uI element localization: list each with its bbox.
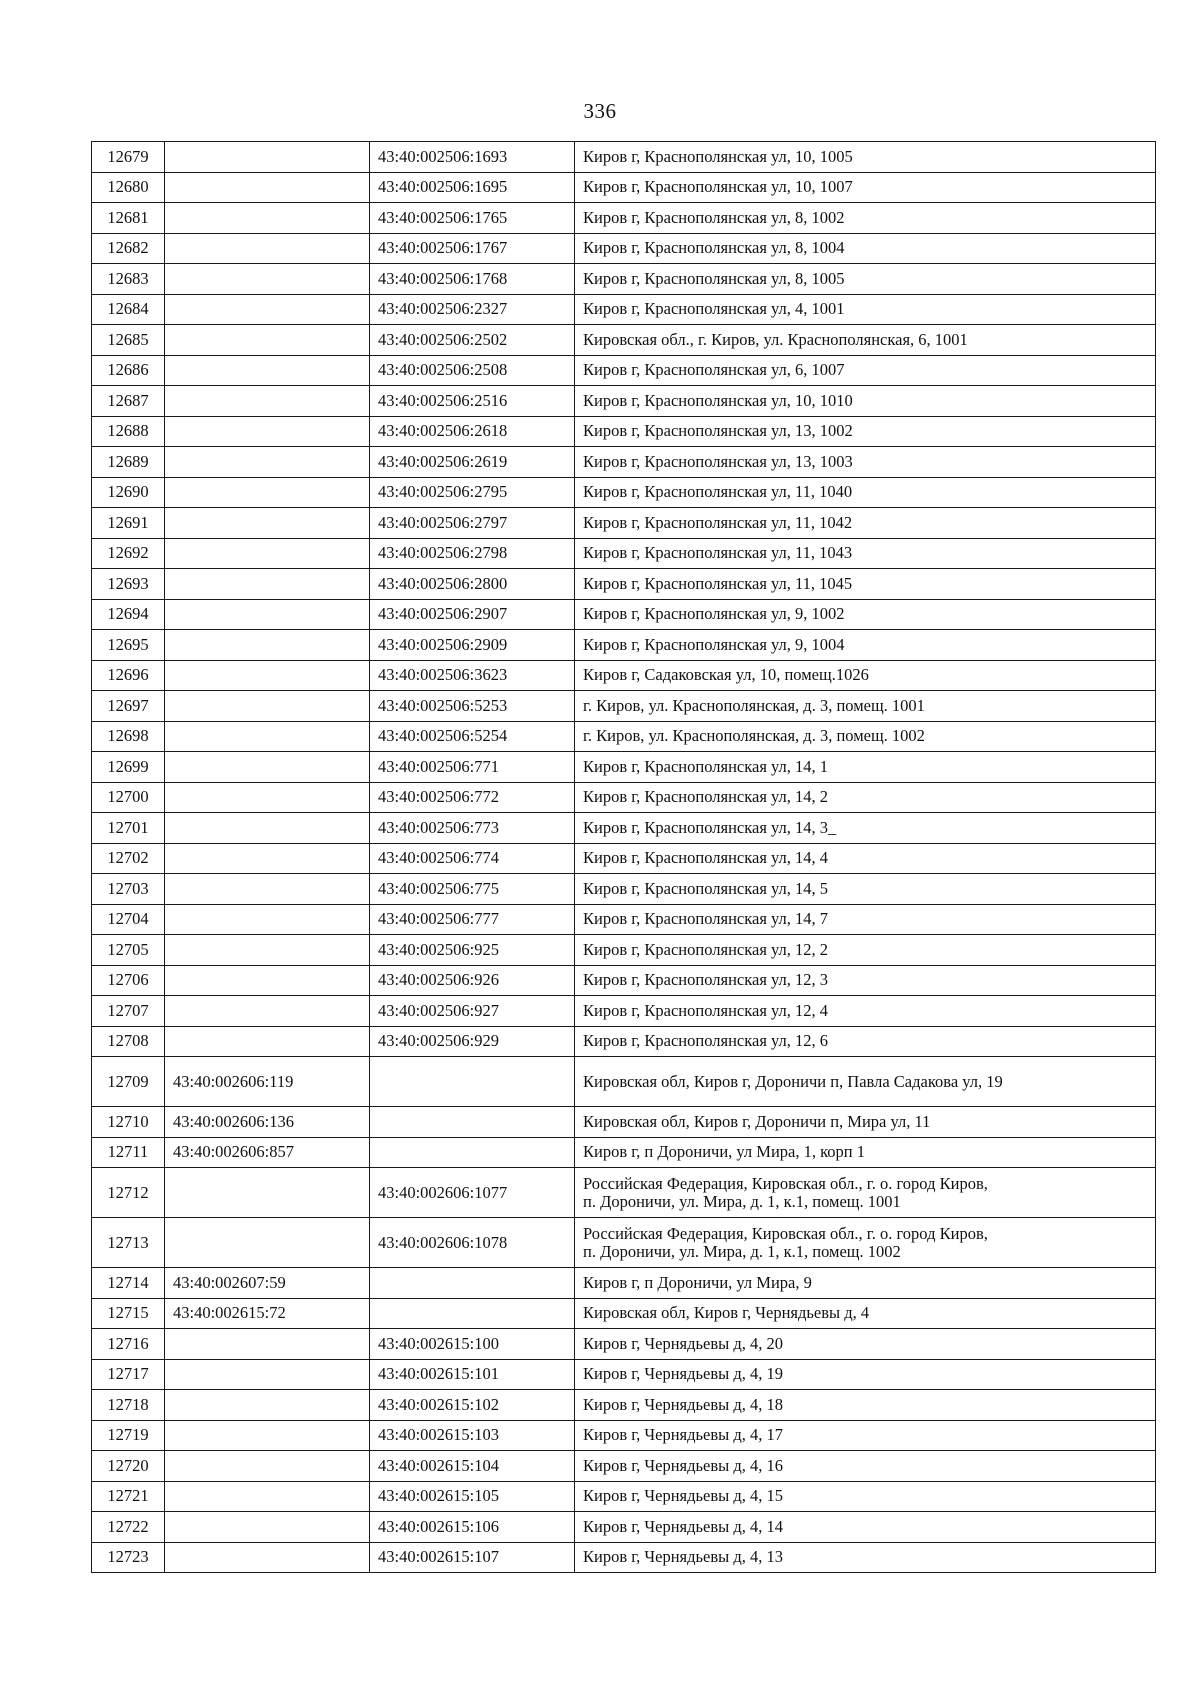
- table-row: [92, 1137, 1156, 1168]
- land-plot-number-cell: [165, 508, 370, 539]
- land-plot-number-cell: [165, 721, 370, 752]
- table-row: [92, 508, 1156, 539]
- table-row: [92, 1359, 1156, 1390]
- table-row: [92, 691, 1156, 722]
- row-number-cell: 12691: [92, 508, 165, 539]
- row-number-cell: 12722: [92, 1512, 165, 1543]
- row-number-cell: 12702: [92, 843, 165, 874]
- cadastral-number-cell: 43:40:002506:5254: [370, 721, 575, 752]
- table-row: [92, 1451, 1156, 1482]
- row-number-cell: 12705: [92, 935, 165, 966]
- cadastral-number-cell: [370, 1107, 575, 1138]
- cadastral-number-cell: 43:40:002506:771: [370, 752, 575, 783]
- land-plot-number-cell: [165, 1329, 370, 1360]
- land-plot-number-cell: [165, 691, 370, 722]
- table-row: [92, 203, 1156, 234]
- cadastral-number-cell: [370, 1057, 575, 1107]
- table-row: [92, 599, 1156, 630]
- land-plot-number-cell: 43:40:002606:119: [165, 1057, 370, 1107]
- address-cell: Киров г, Краснополянская ул, 11, 1042: [575, 508, 1156, 539]
- cadastral-number-cell: 43:40:002606:1077: [370, 1168, 575, 1218]
- table-row: [92, 1107, 1156, 1138]
- row-number-cell: 12690: [92, 477, 165, 508]
- address-cell: Киров г, Краснополянская ул, 14, 1: [575, 752, 1156, 783]
- table-row: [92, 386, 1156, 417]
- table-row: [92, 233, 1156, 264]
- land-plot-number-cell: [165, 752, 370, 783]
- table-row: [92, 1268, 1156, 1299]
- address-cell: Кировская обл, Киров г, Дороничи п, Павла Садакова ул, 19: [575, 1057, 1156, 1107]
- cadastral-number-cell: 43:40:002506:2909: [370, 630, 575, 661]
- row-number-cell: 12717: [92, 1359, 165, 1390]
- address-cell: Киров г, Чернядьевы д, 4, 16: [575, 1451, 1156, 1482]
- cadastral-number-cell: 43:40:002506:2795: [370, 477, 575, 508]
- land-plot-number-cell: [165, 904, 370, 935]
- page-number: 336: [583, 99, 617, 123]
- table-row: [92, 1168, 1156, 1218]
- row-number-cell: 12694: [92, 599, 165, 630]
- cadastral-number-cell: 43:40:002506:1693: [370, 142, 575, 173]
- address-cell: Кировская обл, Киров г, Чернядьевы д, 4: [575, 1298, 1156, 1329]
- land-plot-number-cell: [165, 294, 370, 325]
- table-row: [92, 569, 1156, 600]
- address-cell: г. Киров, ул. Краснополянская, д. 3, помещ. 1002: [575, 721, 1156, 752]
- land-plot-number-cell: [165, 142, 370, 173]
- address-cell: Киров г, Краснополянская ул, 14, 7: [575, 904, 1156, 935]
- cadastral-number-cell: 43:40:002615:102: [370, 1390, 575, 1421]
- row-number-cell: 12709: [92, 1057, 165, 1107]
- cadastral-number-cell: 43:40:002506:5253: [370, 691, 575, 722]
- land-plot-number-cell: [165, 1451, 370, 1482]
- table-row: [92, 721, 1156, 752]
- table-row: [92, 1420, 1156, 1451]
- row-number-cell: 12721: [92, 1481, 165, 1512]
- land-plot-number-cell: [165, 233, 370, 264]
- cadastral-number-cell: 43:40:002506:1768: [370, 264, 575, 295]
- land-plot-number-cell: [165, 874, 370, 905]
- row-number-cell: 12685: [92, 325, 165, 356]
- land-plot-number-cell: [165, 325, 370, 356]
- table-row: [92, 142, 1156, 173]
- address-cell: Киров г, Краснополянская ул, 14, 3_: [575, 813, 1156, 844]
- address-cell: Кировская обл, Киров г, Дороничи п, Мира ул, 11: [575, 1107, 1156, 1138]
- row-number-cell: 12682: [92, 233, 165, 264]
- land-plot-number-cell: [165, 1512, 370, 1543]
- cadastral-number-cell: 43:40:002615:106: [370, 1512, 575, 1543]
- cadastral-number-cell: 43:40:002615:107: [370, 1542, 575, 1573]
- table-row: [92, 1298, 1156, 1329]
- land-plot-number-cell: [165, 416, 370, 447]
- row-number-cell: 12698: [92, 721, 165, 752]
- row-number-cell: 12695: [92, 630, 165, 661]
- table-row: [92, 1512, 1156, 1543]
- row-number-cell: 12683: [92, 264, 165, 295]
- table-row: [92, 447, 1156, 478]
- cadastral-number-cell: 43:40:002506:2907: [370, 599, 575, 630]
- row-number-cell: 12711: [92, 1137, 165, 1168]
- address-cell: Киров г, Чернядьевы д, 4, 17: [575, 1420, 1156, 1451]
- row-number-cell: 12714: [92, 1268, 165, 1299]
- address-cell: Киров г, Краснополянская ул, 12, 4: [575, 996, 1156, 1027]
- land-plot-number-cell: [165, 599, 370, 630]
- land-plot-number-cell: [165, 965, 370, 996]
- table-row: [92, 630, 1156, 661]
- land-plot-number-cell: [165, 264, 370, 295]
- table-row: [92, 935, 1156, 966]
- land-plot-number-cell: [165, 630, 370, 661]
- cadastral-number-cell: 43:40:002615:103: [370, 1420, 575, 1451]
- cadastral-number-cell: [370, 1268, 575, 1299]
- land-plot-number-cell: 43:40:002615:72: [165, 1298, 370, 1329]
- address-cell: Киров г, Краснополянская ул, 10, 1010: [575, 386, 1156, 417]
- land-plot-number-cell: [165, 1218, 370, 1268]
- address-cell: Киров г, Чернядьевы д, 4, 14: [575, 1512, 1156, 1543]
- row-number-cell: 12715: [92, 1298, 165, 1329]
- land-plot-number-cell: [165, 386, 370, 417]
- table-row: [92, 874, 1156, 905]
- address-cell: Киров г, Чернядьевы д, 4, 18: [575, 1390, 1156, 1421]
- cadastral-number-cell: 43:40:002506:2327: [370, 294, 575, 325]
- cadastral-number-cell: 43:40:002506:1767: [370, 233, 575, 264]
- address-cell: Киров г, Краснополянская ул, 14, 5: [575, 874, 1156, 905]
- row-number-cell: 12720: [92, 1451, 165, 1482]
- address-cell: Киров г, Краснополянская ул, 14, 4: [575, 843, 1156, 874]
- address-cell: Киров г, Краснополянская ул, 9, 1002: [575, 599, 1156, 630]
- table-row: [92, 1329, 1156, 1360]
- cadastral-number-cell: 43:40:002506:2508: [370, 355, 575, 386]
- table-row: [92, 843, 1156, 874]
- row-number-cell: 12707: [92, 996, 165, 1027]
- land-plot-number-cell: [165, 1420, 370, 1451]
- land-plot-number-cell: [165, 1542, 370, 1573]
- address-cell: Киров г, Краснополянская ул, 14, 2: [575, 782, 1156, 813]
- table-row: [92, 752, 1156, 783]
- row-number-cell: 12684: [92, 294, 165, 325]
- table-row: [92, 782, 1156, 813]
- address-cell: Российская Федерация, Кировская обл., г. о. город Киров, п. Дороничи, ул. Мира, д. 1, к.1, помещ. 1001: [575, 1168, 1156, 1218]
- cadastral-number-cell: 43:40:002506:926: [370, 965, 575, 996]
- address-cell: Киров г, Краснополянская ул, 4, 1001: [575, 294, 1156, 325]
- land-plot-number-cell: [165, 1026, 370, 1057]
- address-cell: Киров г, Краснополянская ул, 11, 1040: [575, 477, 1156, 508]
- row-number-cell: 12704: [92, 904, 165, 935]
- address-cell: Киров г, Краснополянская ул, 9, 1004: [575, 630, 1156, 661]
- land-plot-number-cell: [165, 660, 370, 691]
- registry-table: [91, 141, 1156, 1573]
- address-cell: Киров г, Чернядьевы д, 4, 19: [575, 1359, 1156, 1390]
- address-cell: Кировская обл., г. Киров, ул. Краснополянская, 6, 1001: [575, 325, 1156, 356]
- address-cell: Киров г, Краснополянская ул, 12, 2: [575, 935, 1156, 966]
- row-number-cell: 12701: [92, 813, 165, 844]
- address-cell: Киров г, Садаковская ул, 10, помещ.1026: [575, 660, 1156, 691]
- cadastral-number-cell: [370, 1298, 575, 1329]
- land-plot-number-cell: [165, 1359, 370, 1390]
- cadastral-number-cell: 43:40:002606:1078: [370, 1218, 575, 1268]
- table-row: [92, 1390, 1156, 1421]
- land-plot-number-cell: 43:40:002606:857: [165, 1137, 370, 1168]
- table-row: [92, 172, 1156, 203]
- row-number-cell: 12708: [92, 1026, 165, 1057]
- address-cell: Российская Федерация, Кировская обл., г. о. город Киров, п. Дороничи, ул. Мира, д. 1, к.1, помещ. 1002: [575, 1218, 1156, 1268]
- cadastral-number-cell: 43:40:002506:925: [370, 935, 575, 966]
- cadastral-number-cell: 43:40:002506:2619: [370, 447, 575, 478]
- row-number-cell: 12680: [92, 172, 165, 203]
- cadastral-number-cell: 43:40:002615:105: [370, 1481, 575, 1512]
- address-cell: Киров г, Краснополянская ул, 10, 1005: [575, 142, 1156, 173]
- address-cell: Киров г, Краснополянская ул, 8, 1004: [575, 233, 1156, 264]
- cadastral-number-cell: 43:40:002615:101: [370, 1359, 575, 1390]
- row-number-cell: 12712: [92, 1168, 165, 1218]
- cadastral-number-cell: 43:40:002506:777: [370, 904, 575, 935]
- row-number-cell: 12687: [92, 386, 165, 417]
- land-plot-number-cell: [165, 1390, 370, 1421]
- cadastral-number-cell: 43:40:002506:2798: [370, 538, 575, 569]
- land-plot-number-cell: [165, 569, 370, 600]
- address-cell: Киров г, Чернядьевы д, 4, 20: [575, 1329, 1156, 1360]
- row-number-cell: 12693: [92, 569, 165, 600]
- table-row: [92, 660, 1156, 691]
- cadastral-number-cell: [370, 1137, 575, 1168]
- address-cell: Киров г, Краснополянская ул, 8, 1005: [575, 264, 1156, 295]
- land-plot-number-cell: [165, 813, 370, 844]
- row-number-cell: 12697: [92, 691, 165, 722]
- address-cell: Киров г, Краснополянская ул, 8, 1002: [575, 203, 1156, 234]
- table-row: [92, 1057, 1156, 1107]
- table-row: [92, 538, 1156, 569]
- address-cell: Киров г, Чернядьевы д, 4, 15: [575, 1481, 1156, 1512]
- cadastral-number-cell: 43:40:002506:774: [370, 843, 575, 874]
- cadastral-number-cell: 43:40:002615:104: [370, 1451, 575, 1482]
- cadastral-number-cell: 43:40:002506:2797: [370, 508, 575, 539]
- cadastral-number-cell: 43:40:002506:929: [370, 1026, 575, 1057]
- address-cell: Киров г, п Дороничи, ул Мира, 9: [575, 1268, 1156, 1299]
- row-number-cell: 12686: [92, 355, 165, 386]
- land-plot-number-cell: [165, 172, 370, 203]
- address-cell: Киров г, Краснополянская ул, 6, 1007: [575, 355, 1156, 386]
- row-number-cell: 12710: [92, 1107, 165, 1138]
- land-plot-number-cell: 43:40:002607:59: [165, 1268, 370, 1299]
- table-row: [92, 325, 1156, 356]
- address-cell: Киров г, Краснополянская ул, 10, 1007: [575, 172, 1156, 203]
- cadastral-number-cell: 43:40:002506:2516: [370, 386, 575, 417]
- row-number-cell: 12692: [92, 538, 165, 569]
- cadastral-number-cell: 43:40:002615:100: [370, 1329, 575, 1360]
- row-number-cell: 12681: [92, 203, 165, 234]
- row-number-cell: 12699: [92, 752, 165, 783]
- row-number-cell: 12718: [92, 1390, 165, 1421]
- table-row: [92, 416, 1156, 447]
- row-number-cell: 12696: [92, 660, 165, 691]
- row-number-cell: 12706: [92, 965, 165, 996]
- address-cell: Киров г, Чернядьевы д, 4, 13: [575, 1542, 1156, 1573]
- cadastral-number-cell: 43:40:002506:3623: [370, 660, 575, 691]
- cadastral-number-cell: 43:40:002506:1695: [370, 172, 575, 203]
- table-row: [92, 904, 1156, 935]
- cadastral-number-cell: 43:40:002506:2618: [370, 416, 575, 447]
- land-plot-number-cell: [165, 935, 370, 966]
- land-plot-number-cell: [165, 996, 370, 1027]
- table-row: [92, 996, 1156, 1027]
- land-plot-number-cell: [165, 203, 370, 234]
- address-cell: Киров г, п Дороничи, ул Мира, 1, корп 1: [575, 1137, 1156, 1168]
- row-number-cell: 12716: [92, 1329, 165, 1360]
- cadastral-number-cell: 43:40:002506:927: [370, 996, 575, 1027]
- land-plot-number-cell: 43:40:002606:136: [165, 1107, 370, 1138]
- cadastral-number-cell: 43:40:002506:2502: [370, 325, 575, 356]
- row-number-cell: 12688: [92, 416, 165, 447]
- cadastral-number-cell: 43:40:002506:775: [370, 874, 575, 905]
- row-number-cell: 12719: [92, 1420, 165, 1451]
- table-row: [92, 1481, 1156, 1512]
- row-number-cell: 12689: [92, 447, 165, 478]
- registry-table-body: [92, 142, 1156, 1573]
- land-plot-number-cell: [165, 447, 370, 478]
- land-plot-number-cell: [165, 843, 370, 874]
- cadastral-number-cell: 43:40:002506:773: [370, 813, 575, 844]
- address-cell: Киров г, Краснополянская ул, 13, 1002: [575, 416, 1156, 447]
- cadastral-number-cell: 43:40:002506:2800: [370, 569, 575, 600]
- land-plot-number-cell: [165, 538, 370, 569]
- cadastral-number-cell: 43:40:002506:772: [370, 782, 575, 813]
- land-plot-number-cell: [165, 477, 370, 508]
- land-plot-number-cell: [165, 355, 370, 386]
- table-row: [92, 294, 1156, 325]
- table-row: [92, 813, 1156, 844]
- table-row: [92, 965, 1156, 996]
- address-cell: Киров г, Краснополянская ул, 11, 1045: [575, 569, 1156, 600]
- address-cell: Киров г, Краснополянская ул, 11, 1043: [575, 538, 1156, 569]
- table-row: [92, 1542, 1156, 1573]
- land-plot-number-cell: [165, 1481, 370, 1512]
- address-cell: Киров г, Краснополянская ул, 12, 3: [575, 965, 1156, 996]
- land-plot-number-cell: [165, 782, 370, 813]
- row-number-cell: 12703: [92, 874, 165, 905]
- table-row: [92, 355, 1156, 386]
- cadastral-number-cell: 43:40:002506:1765: [370, 203, 575, 234]
- table-row: [92, 1218, 1156, 1268]
- address-cell: Киров г, Краснополянская ул, 12, 6: [575, 1026, 1156, 1057]
- row-number-cell: 12700: [92, 782, 165, 813]
- row-number-cell: 12679: [92, 142, 165, 173]
- table-row: [92, 264, 1156, 295]
- land-plot-number-cell: [165, 1168, 370, 1218]
- table-row: [92, 1026, 1156, 1057]
- row-number-cell: 12713: [92, 1218, 165, 1268]
- address-cell: Киров г, Краснополянская ул, 13, 1003: [575, 447, 1156, 478]
- row-number-cell: 12723: [92, 1542, 165, 1573]
- address-cell: г. Киров, ул. Краснополянская, д. 3, помещ. 1001: [575, 691, 1156, 722]
- table-row: [92, 477, 1156, 508]
